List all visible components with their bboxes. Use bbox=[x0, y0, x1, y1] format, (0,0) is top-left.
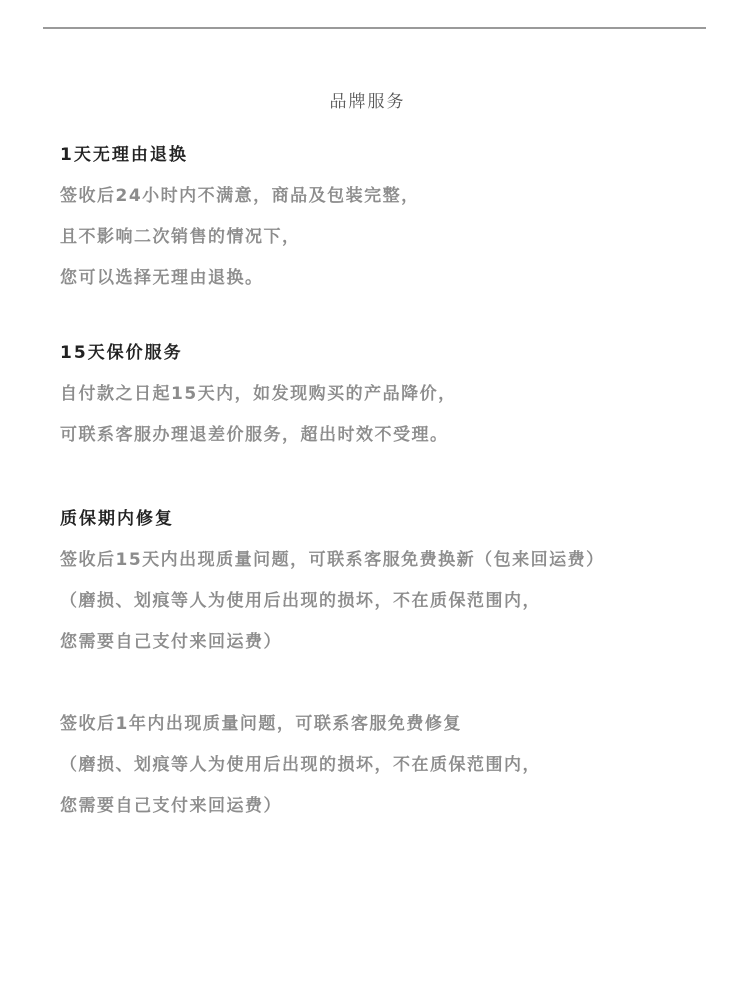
section-one-year-repair bbox=[60, 712, 730, 736]
section-one-day-return-body bbox=[60, 184, 730, 208]
section-text-line: 您可以选择无理由退换。 bbox=[60, 268, 264, 288]
section-warranty-repair-body-3 bbox=[60, 630, 730, 654]
section-text-line: 您需要自己支付来回运费） bbox=[60, 632, 282, 652]
section-text-line: 签收后24小时内不满意，商品及包装完整， bbox=[60, 186, 420, 206]
section-one-year-repair-body-2 bbox=[60, 753, 730, 777]
section-text-line: （磨损、划痕等人为使用后出现的损坏，不在质保范围内， bbox=[60, 755, 541, 775]
section-warranty-repair bbox=[60, 507, 730, 531]
section-heading: 15天保价服务 bbox=[60, 343, 183, 363]
section-heading: 1天无理由退换 bbox=[60, 145, 188, 165]
section-warranty-repair-body bbox=[60, 548, 730, 572]
section-text-line: 签收后1年内出现质量问题，可联系客服免费修复 bbox=[60, 714, 462, 734]
section-price-protection-body bbox=[60, 382, 730, 406]
section-one-year-repair-body-3 bbox=[60, 794, 730, 818]
section-text-line: （磨损、划痕等人为使用后出现的损坏，不在质保范围内， bbox=[60, 591, 541, 611]
section-text-line: 可联系客服办理退差价服务，超出时效不受理。 bbox=[60, 425, 449, 445]
section-price-protection bbox=[60, 341, 730, 365]
page-title: 品牌服务 bbox=[329, 92, 406, 112]
section-heading: 质保期内修复 bbox=[60, 509, 174, 529]
section-price-protection-body-2 bbox=[60, 423, 730, 447]
section-text-line: 您需要自己支付来回运费） bbox=[60, 796, 282, 816]
section-text-line: 自付款之日起15天内，如发现购买的产品降价， bbox=[60, 384, 457, 404]
section-text-line: 且不影响二次销售的情况下， bbox=[60, 227, 301, 247]
section-one-day-return bbox=[60, 143, 730, 167]
section-one-day-return-body-3 bbox=[60, 266, 730, 290]
section-one-day-return-body-2 bbox=[60, 225, 730, 249]
top-divider bbox=[43, 27, 706, 29]
section-warranty-repair-body-2 bbox=[60, 589, 730, 613]
section-text-line: 签收后15天内出现质量问题，可联系客服免费换新（包来回运费） bbox=[60, 550, 605, 570]
